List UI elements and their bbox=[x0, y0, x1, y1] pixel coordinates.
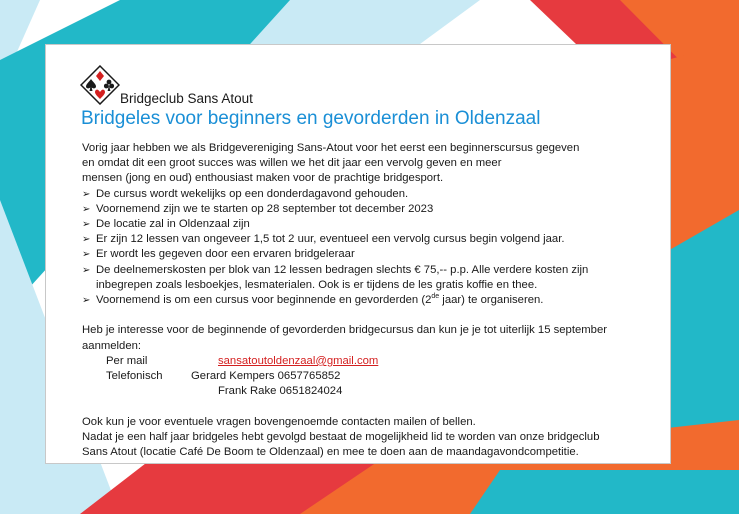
intro-line: en omdat dit een groot succes was willen we het dit jaar een vervolg geven en meer bbox=[82, 157, 502, 170]
arrow-bullet-icon: ➢ bbox=[82, 234, 91, 246]
interest-line: aanmelden: bbox=[82, 339, 142, 352]
closing-line: Ook kun je voor eventuele vragen bovengenoemde contacten mailen of bellen. bbox=[82, 415, 476, 428]
interest-paragraph bbox=[82, 323, 672, 353]
flyer-body bbox=[82, 141, 672, 460]
closing-line: Sans Atout (locatie Café De Boom te Oldenzaal) en mee te doen aan de maandagavondcompetitie. bbox=[82, 446, 579, 459]
arrow-bullet-icon: ➢ bbox=[82, 295, 91, 307]
interest-line: Heb je interesse voor de beginnende of gevorderden bridgecursus dan kun je je tot uiterlijk 15 september bbox=[82, 324, 608, 337]
card-suits-logo-icon bbox=[80, 65, 120, 105]
phone-label: Telefonisch bbox=[106, 370, 163, 383]
list-item bbox=[82, 247, 672, 262]
list-item bbox=[82, 263, 672, 293]
closing-paragraph bbox=[82, 415, 672, 461]
contact-phone-row-2 bbox=[82, 384, 672, 399]
list-item bbox=[82, 217, 672, 232]
headline: Bridgeles voor beginners en gevorderden in Oldenzaal bbox=[81, 108, 541, 129]
closing-line: Nadat je een half jaar bridgeles hebt gevolgd bestaat de mogelijkheid lid te worden van onze bridgeclub bbox=[82, 430, 600, 443]
course-details-list bbox=[82, 187, 672, 309]
contact-phone-row bbox=[82, 369, 672, 384]
intro-line: mensen (jong en oud) enthousiast maken voor de prachtige bridgesport. bbox=[82, 172, 444, 185]
list-item-text: inbegrepen zoals lesboekjes, lesmaterialen. Ook is er tijdens de les gratis koffie en thee. bbox=[96, 278, 538, 291]
list-item-text: jaar) te organiseren. bbox=[439, 294, 544, 307]
club-name: Bridgeclub Sans Atout bbox=[120, 91, 253, 106]
list-item-text: De cursus wordt wekelijks op een donderdagavond gehouden. bbox=[96, 187, 409, 200]
phone-contact-2: Frank Rake 0651824024 bbox=[218, 385, 343, 398]
list-item bbox=[82, 202, 672, 217]
list-item-text: De deelnemerskosten per blok van 12 lessen bedragen slechts € 75,-- p.p. Alle verdere kosten zijn bbox=[96, 263, 589, 276]
list-item-text: Voornemend zijn we te starten op 28 september tot december 2023 bbox=[96, 202, 434, 215]
phone-contact-1: Gerard Kempers 0657765852 bbox=[191, 370, 341, 383]
list-item-text: Er wordt les gegeven door een ervaren bridgeleraar bbox=[96, 248, 355, 261]
intro-line: Vorig jaar hebben we als Bridgevereniging Sans-Atout voor het eerst een beginnerscursus gegeven bbox=[82, 142, 580, 154]
arrow-bullet-icon: ➢ bbox=[82, 219, 91, 231]
flyer-card bbox=[45, 44, 671, 464]
list-item-text: Er zijn 12 lessen van ongeveer 1,5 tot 2 uur, eventueel een vervolg cursus begin volgend jaar. bbox=[96, 233, 565, 246]
arrow-bullet-icon: ➢ bbox=[82, 188, 91, 200]
list-item bbox=[82, 187, 672, 202]
arrow-bullet-icon: ➢ bbox=[82, 203, 91, 215]
list-item bbox=[82, 293, 672, 308]
arrow-bullet-icon: ➢ bbox=[82, 249, 91, 261]
mail-label: Per mail bbox=[106, 354, 148, 367]
list-item-text: De locatie zal in Oldenzaal zijn bbox=[96, 218, 250, 231]
list-item-text: Voornemend is om een cursus voor beginnende en gevorderden (2 bbox=[96, 294, 432, 307]
list-item bbox=[82, 232, 672, 247]
superscript: de bbox=[431, 293, 440, 301]
intro-paragraph bbox=[82, 141, 672, 187]
background-teal-bottom bbox=[470, 470, 739, 514]
arrow-bullet-icon: ➢ bbox=[82, 264, 91, 276]
contact-mail-row bbox=[82, 354, 672, 369]
email-link[interactable]: sansatoutoldenzaal@gmail.com bbox=[218, 354, 379, 367]
